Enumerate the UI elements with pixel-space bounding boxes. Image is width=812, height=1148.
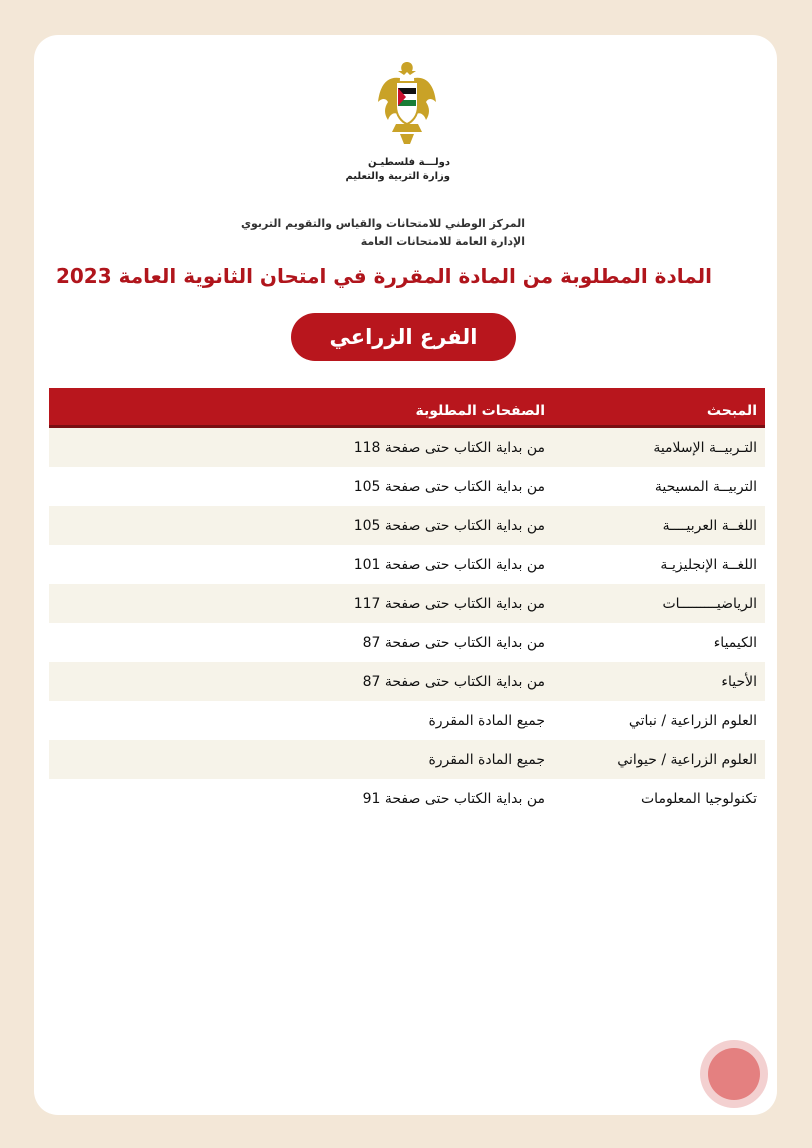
table-row [49,623,765,662]
row-pages: من بداية الكتاب حتى صفحة 87 [362,673,545,690]
table-row [49,740,765,779]
row-subject: اللغــة الإنجليزيـة [660,556,757,573]
subjects-table [49,388,765,818]
state-ministry-block [290,156,450,184]
row-pages: جميع المادة المقررة [428,751,545,768]
table-row [49,545,765,584]
table-row [49,428,765,467]
row-subject: اللغــة العربيــــة [662,517,757,534]
row-pages: من بداية الكتاب حتى صفحة 105 [353,478,545,495]
maan-watermark-logo [700,1040,768,1108]
row-subject: العلوم الزراعية / نباتي [628,712,757,729]
row-subject: العلوم الزراعية / حيواني [617,751,757,768]
row-subject: التربيــة المسيحية [654,478,757,495]
row-subject: الرياضيـــــــــات [662,595,757,612]
branch-badge: الفرع الزراعي [291,313,516,361]
table-header [49,388,765,428]
row-subject: الأحياء [721,673,757,690]
row-pages: من بداية الكتاب حتى صفحة 91 [362,790,545,807]
header-subject: المبحث [706,403,757,419]
ministry-name: وزارة التربية والتعليم [345,171,450,182]
row-pages: من بداية الكتاب حتى صفحة 87 [362,634,545,651]
row-pages: من بداية الكتاب حتى صفحة 105 [353,517,545,534]
row-subject: الكيمياء [713,634,757,651]
issuing-body [200,215,525,251]
row-subject: تكنولوجيا المعلومات [641,790,757,807]
state-name: دولـــة فلسطيـن [368,157,450,168]
header-pages: الصفحات المطلوبة [415,403,545,419]
center-name: المركز الوطني للامتحانات والقياس والتقويم التربوي [240,217,525,230]
directorate-name: الإدارة العامة للامتحانات العامة [360,235,525,248]
table-row [49,584,765,623]
row-subject: التـربيــة الإسلامية [653,439,757,456]
row-pages: من بداية الكتاب حتى صفحة 101 [353,556,545,573]
table-row [49,662,765,701]
watermark-inner-circle [708,1048,760,1100]
row-pages: من بداية الكتاب حتى صفحة 118 [353,439,545,456]
row-pages: من بداية الكتاب حتى صفحة 117 [353,595,545,612]
document-title: المادة المطلوبة من المادة المقررة في امتحان الثانوية العامة 2023 [55,264,713,288]
palestine-eagle-emblem-icon [374,58,440,150]
table-row [49,779,765,818]
row-pages: جميع المادة المقررة [428,712,545,729]
table-row [49,506,765,545]
table-row [49,701,765,740]
table-row [49,467,765,506]
